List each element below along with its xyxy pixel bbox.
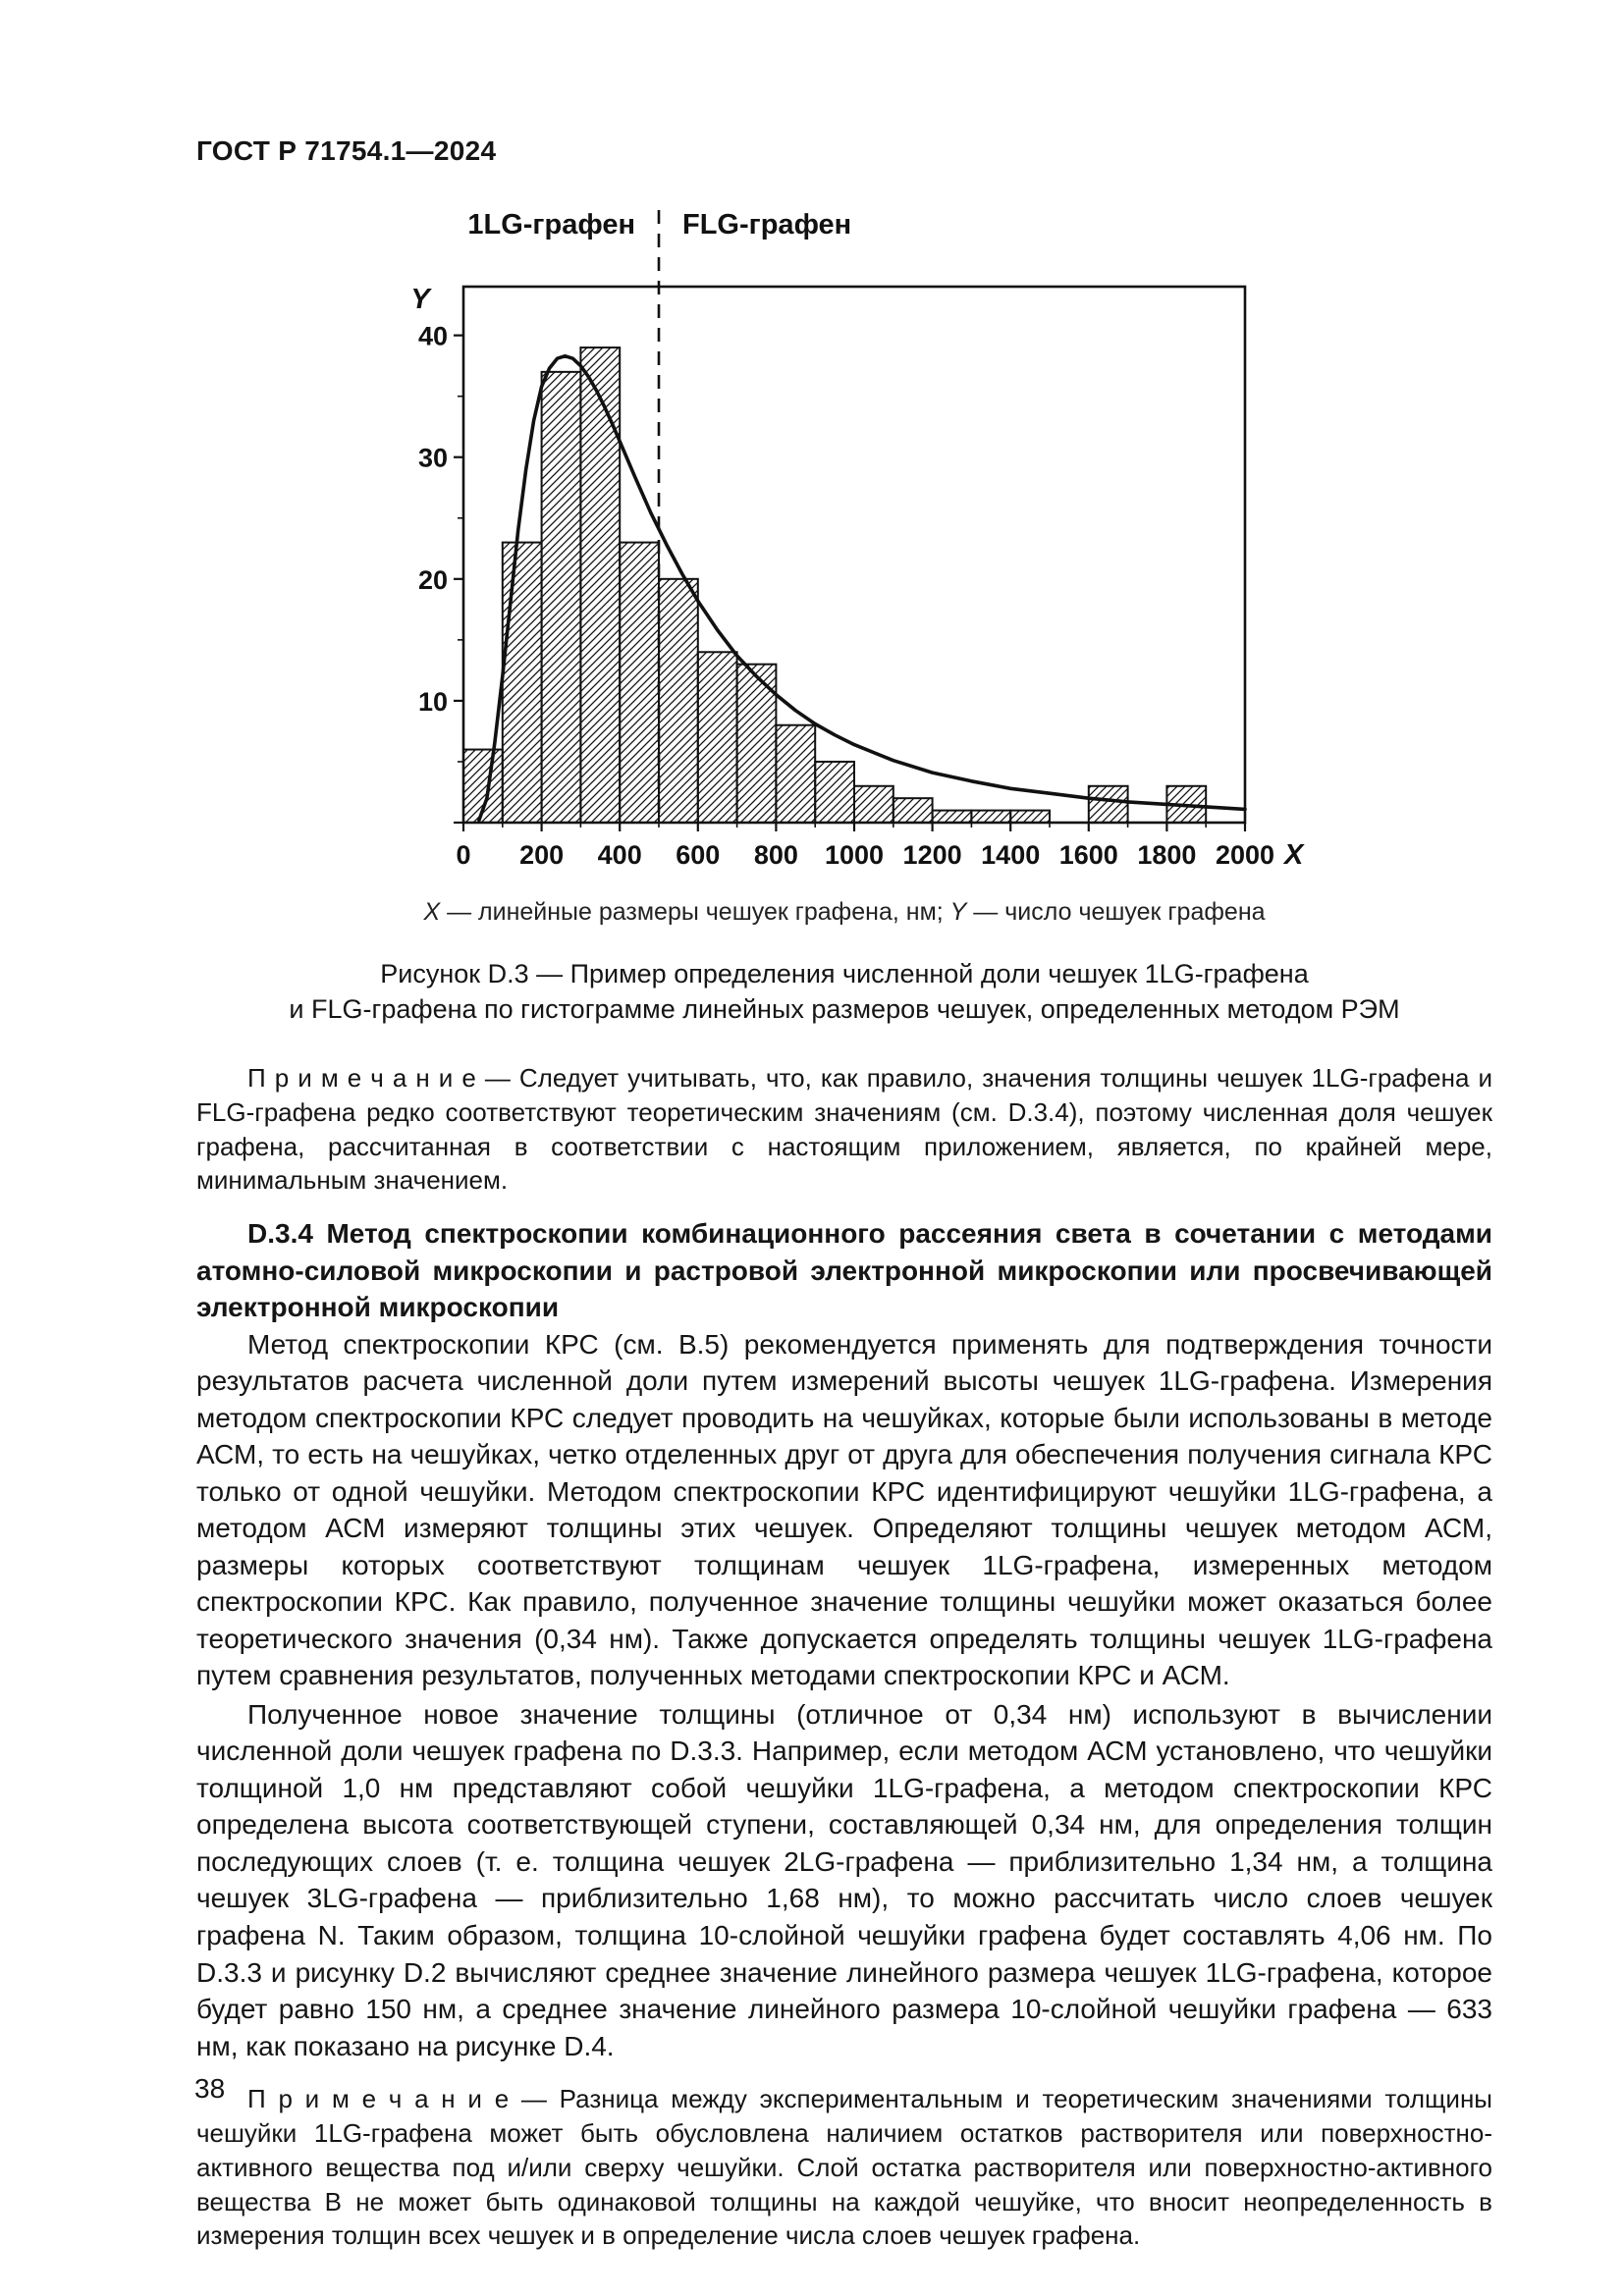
axis-note-y-desc: — число чешуек графена	[966, 898, 1266, 926]
histogram-bar	[971, 811, 1010, 823]
x-tick-label: 1400	[981, 840, 1041, 870]
figure-caption-line1: Рисунок D.3 — Пример определения численной доли чешуек 1LG-графена	[380, 959, 1309, 988]
histogram-bar	[933, 811, 972, 823]
y-axis-label: Y	[410, 284, 430, 315]
histogram-bar	[854, 786, 893, 823]
histogram-bar	[542, 372, 581, 823]
x-tick-label: 1800	[1137, 840, 1197, 870]
y-tick-label: 20	[417, 564, 448, 595]
axis-note-x-desc: — линейные размеры чешуек графена, нм;	[440, 898, 950, 926]
histogram-bar	[893, 798, 933, 823]
x-tick-label: 2000	[1215, 840, 1275, 870]
x-tick-label: 1000	[824, 840, 885, 870]
histogram-bar	[776, 725, 815, 823]
x-tick-label: 200	[519, 840, 565, 870]
figure-caption-line2: и FLG-графена по гистограмме линейных размеров чешуек, определенных методом РЭМ	[289, 994, 1400, 1025]
histogram-bar	[580, 347, 620, 823]
axis-note-x-var: X	[423, 898, 441, 926]
note-1: П р и м е ч а н и е — Следует учитывать, что, как правило, значения толщины чешуек 1LG-графена и FLG-графена редко соответствуют теоретическим значениям (см. D.3.4), поэтому численная доля чешуек графена, рассчитанная в соответствии с настоящим приложением, является, по крайней мере, минимальным значением.	[196, 1062, 1492, 1196]
x-tick-label: 1600	[1058, 840, 1118, 870]
document-header: ГОСТ Р 71754.1—2024	[196, 135, 497, 166]
histogram-bar	[620, 543, 659, 823]
histogram-chart-svg	[373, 192, 1316, 880]
region-label-flg: FLG-графен	[682, 209, 852, 240]
x-tick-label: 400	[597, 840, 642, 870]
x-tick-label: 1200	[902, 840, 962, 870]
x-axis-label: X	[1284, 839, 1304, 871]
figure-d3	[196, 192, 1492, 1028]
axis-note-y-var: Y	[949, 898, 967, 926]
note-2: П р и м е ч а н и е — Разница между экспериментальным и теоретическим значениями толщины чешуйки 1LG-графена может быть обусловлена наличием остатков растворителя или поверхностно-активного вещества под и/или сверху чешуйки. Слой остатка растворителя или поверхностно-активного вещества В не может быть одинаковой толщины на каждой чешуйке, что вносит неопределенность в измерения толщин всех чешуек и в определение числа слоев чешуек графена.	[196, 2084, 1492, 2251]
y-tick-label: 40	[417, 321, 448, 351]
histogram-bar	[1089, 786, 1128, 823]
paragraph-2: Полученное новое значение толщины (отличное от 0,34 нм) используют в вычислении численной доли чешуек графена по D.3.3. Например, если методом АСМ установлено, что чешуйки толщиной 1,0 нм представляют собой чешуйки 1LG-графена, а методом спектроскопии КРС определена высота соответствующей ступени, составляющей 0,34 нм, для определения толщин последующих слоев (т. е. толщина чешуек 2LG-графена — приблизительно 1,34 нм, а толщина чешуек 3LG-графена — приблизительно 1,68 нм), то можно рассчитать число слоев чешуек графена N. Таким образом, толщина 10-слойной чешуйки графена будет составлять 4,06 нм. По D.3.3 и рисунку D.2 вычисляют среднее значение линейного размера чешуек 1LG-графена, которое будет равно 150 нм, а среднее значение линейного размера 10-слойной чешуйки графена — 633 нм, как показано на рисунке D.4.	[196, 1698, 1492, 2061]
histogram-bar	[815, 762, 854, 823]
figure-axis-note	[196, 898, 1492, 927]
page-number: 38	[194, 2073, 226, 2104]
histogram-bar	[503, 543, 542, 823]
histogram-bar	[698, 652, 737, 823]
section-heading-d34: D.3.4 Метод спектроскопии комбинационного рассеяния света в сочетании с методами атомно-силовой микроскопии и растровой электронной микроскопии или просвечивающей электронной микроскопии	[196, 1218, 1492, 1323]
x-tick-label: 800	[753, 840, 798, 870]
paragraph-1: Метод спектроскопии КРС (см. В.5) рекомендуется применять для подтверждения точности результатов расчета численной доли путем измерений высоты чешуек 1LG-графена. Измерения методом спектроскопии КРС следует проводить на чешуйках, которые были использованы в методе АСМ, то есть на чешуйках, четко отделенных друг от друга для обеспечения получения сигнала КРС только от одной чешуйки. Методом спектроскопии КРС идентифицируют чешуйки 1LG-графена, а методом АСМ измеряют толщины этих чешуек. Определяют толщины чешуек методом АСМ, размеры которых соответствуют толщинам чешуек 1LG-графена, измеренных методом спектроскопии КРС. Как правило, полученное значение толщины чешуйки может оказаться более теоретического значения (0,34 нм). Также допускается определять толщины чешуек 1LG-графена путем сравнения результатов, полученных методами спектроскопии КРС и АСМ.	[196, 1328, 1492, 1691]
figure-caption	[196, 956, 1492, 1028]
y-tick-label: 10	[417, 686, 448, 717]
text-column	[196, 1061, 1492, 2253]
histogram-bar	[659, 579, 698, 823]
histogram-bar	[1010, 811, 1050, 823]
x-tick-label: 0	[456, 840, 471, 870]
histogram-chart	[196, 192, 1492, 884]
y-tick-label: 30	[417, 443, 448, 473]
region-label-1lg: 1LG-графен	[467, 209, 635, 240]
x-tick-label: 600	[676, 840, 721, 870]
